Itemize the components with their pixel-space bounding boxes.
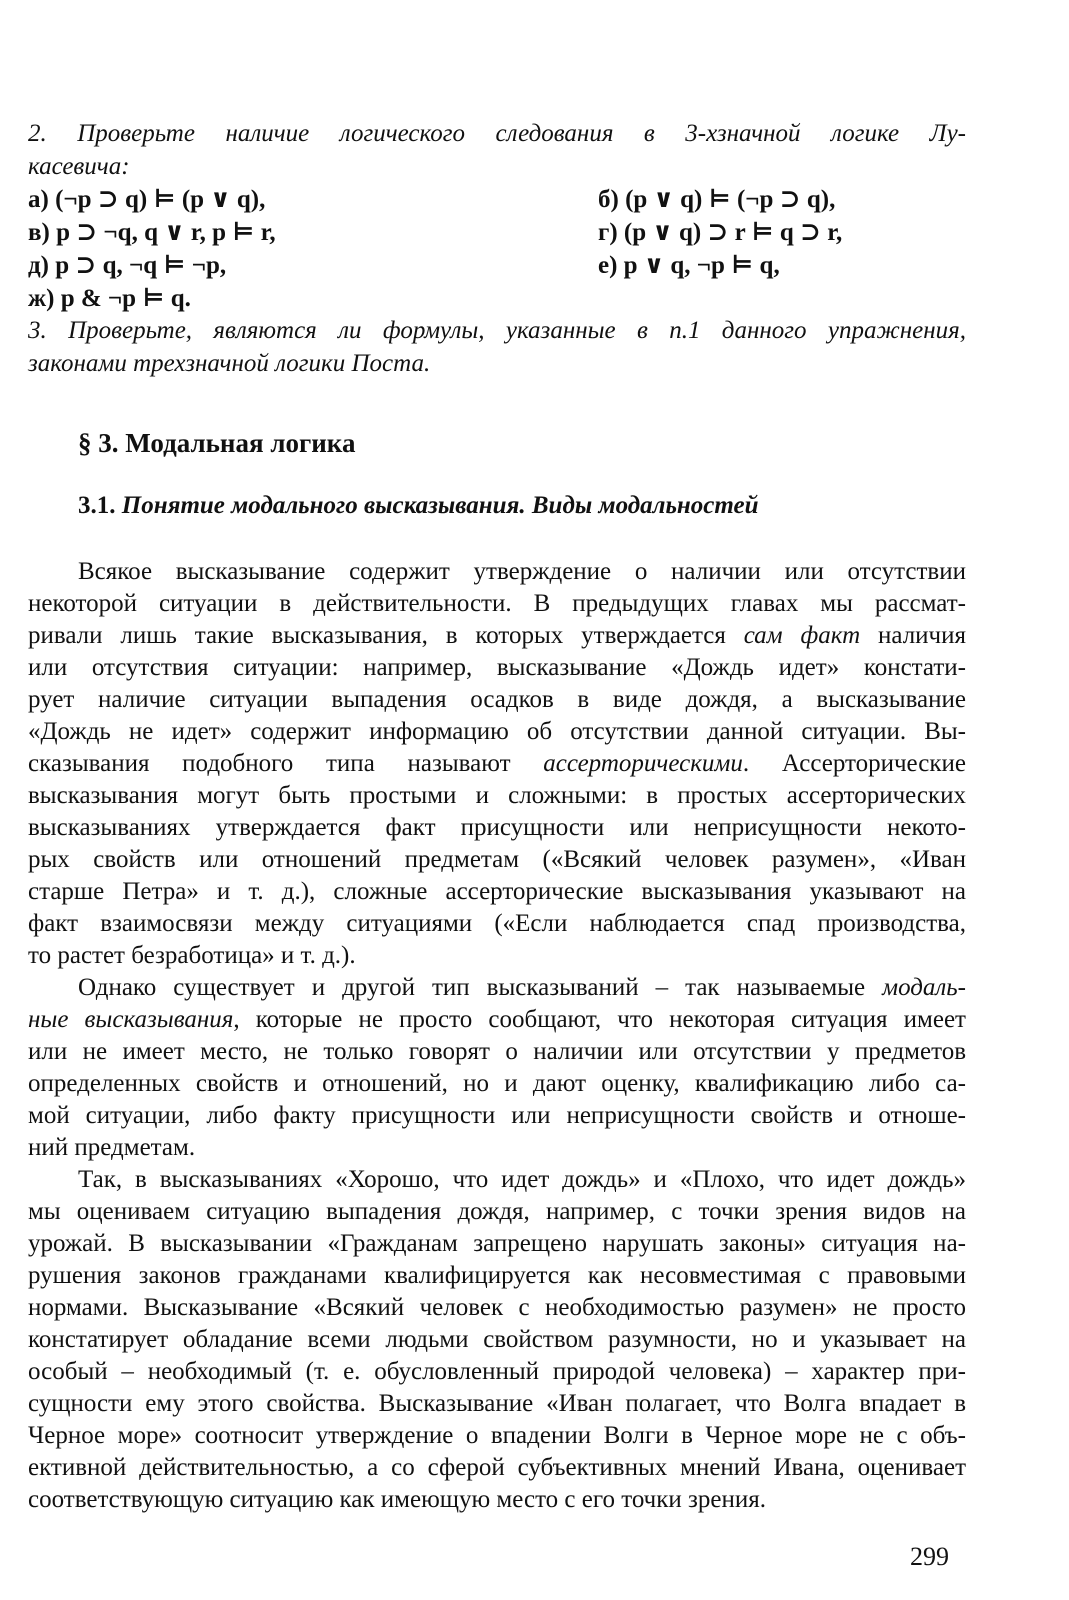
body-line-18: мой ситуации, либо факту присущности или неприсущности свойств и отноше- bbox=[28, 1102, 966, 1129]
page-number: 299 bbox=[910, 1542, 949, 1571]
body-line-11: старше Петра» и т. д.), сложные ассерторические высказывания указывают на bbox=[28, 878, 966, 905]
exercise-3-line-1: 3. Проверьте, являются ли формулы, указанные в п.1 данного упражнения, bbox=[28, 317, 966, 344]
body-line-10: рых свойств или отношений предметам («Всякий человек разумен», «Иван bbox=[28, 846, 966, 873]
body-line-30: соответствующую ситуацию как имеющую место с его точки зрения. bbox=[28, 1486, 767, 1513]
body-line-28: Черное море» соотносит утверждение о впадении Волги в Черное море не с объ- bbox=[28, 1422, 966, 1449]
formula-row-2 bbox=[28, 217, 966, 248]
formula-v: в) p ⊃ ¬q, q ∨ r, p ⊨ r, bbox=[28, 219, 276, 246]
body-line-3-text: ривали лишь такие высказывания, в которых утверждается сам факт наличия bbox=[28, 622, 966, 649]
formula-zh: ж) p & ¬p ⊨ q. bbox=[28, 285, 191, 312]
body-line-4: или отсутствия ситуации: например, высказывание «Дождь идет» констати- bbox=[28, 654, 966, 681]
body-line-16: или не имеет место, не только говорят о наличии или отсутствии у предметов bbox=[28, 1038, 966, 1065]
body-line-14 bbox=[78, 972, 966, 1003]
formula-a: а) (¬p ⊃ q) ⊨ (p ∨ q), bbox=[28, 186, 266, 213]
formula-d: д) p ⊃ q, ¬q ⊨ ¬p, bbox=[28, 252, 227, 279]
formula-row-1 bbox=[28, 184, 966, 215]
body-line-19: ний предметам. bbox=[28, 1134, 196, 1161]
formula-b: б) (p ∨ q) ⊨ (¬p ⊃ q), bbox=[598, 186, 836, 213]
formula-g: г) (p ∨ q) ⊃ r ⊨ q ⊃ r, bbox=[598, 219, 843, 246]
formula-row-3 bbox=[28, 250, 966, 281]
body-line-15-text: ные высказывания, которые не просто сообщают, что некоторая ситуация имеет bbox=[28, 1006, 966, 1033]
subsection-title bbox=[78, 492, 759, 520]
body-line-3 bbox=[28, 620, 966, 651]
body-line-9: высказываниях утверждается факт присущности или неприсущности некото- bbox=[28, 814, 966, 841]
body-line-24: нормами. Высказывание «Всякий человек с необходимостью разумен» не просто bbox=[28, 1294, 966, 1321]
section-title: § 3. Модальная логика bbox=[78, 428, 356, 458]
body-line-14-text: Однако существует и другой тип высказываний – так называемые модаль- bbox=[78, 974, 966, 1001]
body-line-26: особый – необходимый (т. е. обусловленный природой человека) – характер при- bbox=[28, 1358, 966, 1385]
body-line-1: Всякое высказывание содержит утверждение о наличии или отсутствии bbox=[78, 558, 966, 585]
subsection-title-text: 3.1. Понятие модального высказывания. Виды модальностей bbox=[78, 492, 759, 519]
body-line-12: факт взаимосвязи между ситуациями («Если наблюдается спад производства, bbox=[28, 910, 966, 937]
body-line-29: ективной действительностью, а со сферой субъективных мнений Ивана, оценивает bbox=[28, 1454, 966, 1481]
body-line-2: некоторой ситуации в действительности. В предыдущих главах мы рассмат- bbox=[28, 590, 966, 617]
body-line-23: рушения законов гражданами квалифицируется как несовместимая с правовыми bbox=[28, 1262, 966, 1289]
body-line-22: урожай. В высказывании «Гражданам запрещено нарушать законы» ситуация на- bbox=[28, 1230, 966, 1257]
formula-e: е) p ∨ q, ¬p ⊨ q, bbox=[598, 252, 780, 279]
body-line-17: определенных свойств и отношений, но и дают оценку, квалификацию либо са- bbox=[28, 1070, 966, 1097]
body-line-20: Так, в высказываниях «Хорошо, что идет дождь» и «Плохо, что идет дождь» bbox=[78, 1166, 966, 1193]
body-line-13: то растет безработица» и т. д.). bbox=[28, 942, 356, 969]
exercise-2-line-1: 2. Проверьте наличие логического следования в 3-хзначной логике Лу- bbox=[28, 120, 966, 147]
body-line-7 bbox=[28, 748, 966, 779]
body-line-5: рует наличие ситуации выпадения осадков в виде дождя, а высказывание bbox=[28, 686, 966, 713]
formula-row-4 bbox=[28, 283, 966, 314]
body-line-25: констатирует обладание всеми людьми свойством разумности, но и указывает на bbox=[28, 1326, 966, 1353]
body-line-21: мы оцениваем ситуацию выпадения дождя, например, с точки зрения видов на bbox=[28, 1198, 966, 1225]
body-line-15 bbox=[28, 1004, 966, 1035]
body-line-27: сущности ему этого свойства. Высказывание «Иван полагает, что Волга впадает в bbox=[28, 1390, 966, 1417]
body-line-6: «Дождь не идет» содержит информацию об отсутствии данной ситуации. Вы- bbox=[28, 718, 966, 745]
body-line-8: высказывания могут быть простыми и сложными: в простых ассерторических bbox=[28, 782, 966, 809]
exercise-3-line-2: законами трехзначной логики Поста. bbox=[28, 350, 431, 377]
exercise-2-line-2: касевича: bbox=[28, 153, 130, 180]
body-line-7-text: сказывания подобного типа называют ассерторическими. Ассерторические bbox=[28, 750, 966, 777]
